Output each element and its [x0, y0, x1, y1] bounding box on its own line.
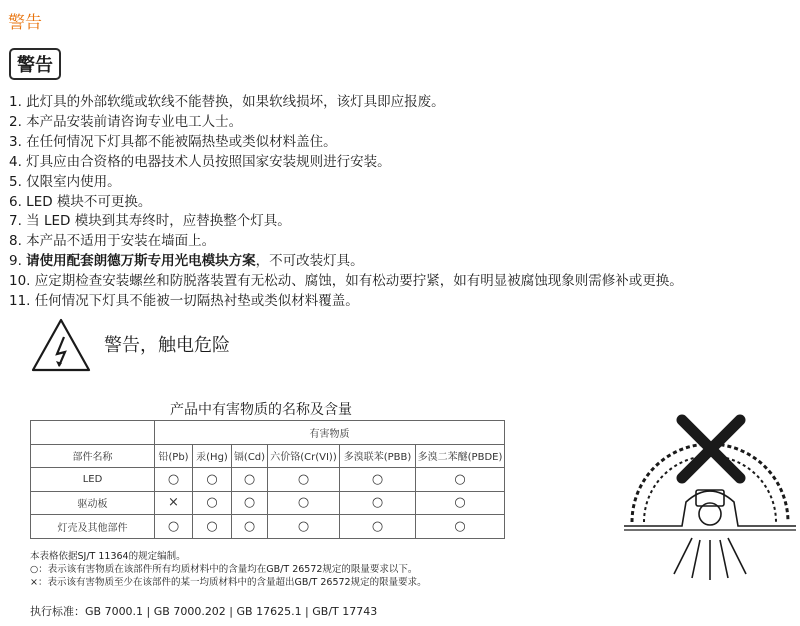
standard-line: 执行标准：GB 7000.1 | GB 7000.202 | GB 17625.1 | GB/T 17743 [30, 605, 378, 618]
rule-bold-text: 请使用配套朗德万斯专用光电模块方案 [26, 253, 256, 270]
rule-item: 5. 仅限室内使用。 [9, 173, 121, 190]
table-title: 产品中有害物质的名称及含量 [170, 402, 352, 418]
group-header: 有害物质 [155, 421, 505, 445]
table-row [31, 515, 505, 539]
rule-text: ，不可改装灯具。 [255, 253, 364, 270]
part-name: 驱动板 [31, 491, 155, 515]
substance-header: 铅(Pb) [155, 444, 193, 468]
rule-item: 4. 灯具应由合资格的电器技术人员按照国家安装规则进行安装。 [9, 153, 391, 170]
page-title: 警告 [8, 13, 42, 33]
substance-mark: ○ [340, 468, 416, 492]
rule-item: 7. 当 LED 模块到其寿终时，应替换整个灯具。 [9, 213, 291, 230]
substance-mark: ○ [193, 491, 232, 515]
substance-mark: ○ [340, 491, 416, 515]
substance-header: 镉(Cd) [232, 444, 268, 468]
no-insulation-cover-icon [622, 410, 798, 584]
warning-rules-list [9, 93, 799, 312]
substance-mark: ○ [416, 468, 505, 492]
table-note: ×：表示该有害物质至少在该部件的某一均质材料中的含量超出GB/T 26572规定的限量要求。 [30, 577, 427, 588]
part-name: LED [31, 468, 155, 492]
substance-mark: ○ [193, 468, 232, 492]
table-header-row [31, 444, 505, 468]
warning-box-label: 警告 [17, 55, 53, 76]
substance-mark: ○ [193, 515, 232, 539]
table-header-row [31, 421, 505, 445]
substance-mark: ○ [416, 491, 505, 515]
substance-mark: ○ [268, 468, 340, 492]
substance-mark: × [155, 491, 193, 515]
rule-item: 3. 在任何情况下灯具都不能被隔热垫或类似材料盖住。 [9, 133, 337, 150]
rule-item: 10. 应定期检查安装螺丝和防脱落装置有无松动、腐蚀，如有松动要拧紧，如有明显被腐蚀现象则需修补或更换。 [9, 273, 683, 290]
substance-mark: ○ [268, 515, 340, 539]
rule-item: 6. LED 模块不可更换。 [9, 193, 152, 210]
shock-warning-text: 警告，触电危险 [104, 335, 230, 356]
table-note: 本表格依据SJ/T 11364的规定编制。 [30, 551, 186, 562]
substance-header: 多溴联苯(PBB) [340, 444, 416, 468]
hazardous-substance-table [30, 420, 505, 539]
electric-shock-warning-icon [30, 317, 92, 373]
substance-mark: ○ [232, 468, 268, 492]
rule-number: 9. [9, 253, 27, 270]
rule-item: 8. 本产品不适用于安装在墙面上。 [9, 233, 216, 250]
rule-item: 11. 任何情况下灯具不能被一切隔热衬垫或类似材料覆盖。 [9, 293, 359, 310]
substance-header: 多溴二苯醚(PBDE) [416, 444, 505, 468]
part-header: 部件名称 [31, 444, 155, 468]
rule-item: 1. 此灯具的外部软缆或软线不能替换，如果软线损坏，该灯具即应报废。 [9, 94, 445, 110]
substance-mark: ○ [155, 515, 193, 539]
table-row [31, 468, 505, 492]
substance-mark: ○ [416, 515, 505, 539]
substance-header: 汞(Hg) [193, 444, 232, 468]
substance-mark: ○ [268, 491, 340, 515]
rule-item: 2. 本产品安装前请咨询专业电工人士。 [9, 113, 243, 130]
warning-box [9, 48, 61, 80]
substance-header: 六价铬(Cr(VI)) [268, 444, 340, 468]
rule-item [9, 252, 799, 272]
table-row [31, 491, 505, 515]
substance-mark: ○ [232, 491, 268, 515]
substance-mark: ○ [340, 515, 416, 539]
substance-mark: ○ [155, 468, 193, 492]
table-note: ○：表示该有害物质在该部件所有均质材料中的含量均在GB/T 26572规定的限量要求以下。 [30, 564, 418, 575]
substance-mark: ○ [232, 515, 268, 539]
table-corner-cell [31, 421, 155, 445]
table-notes [30, 550, 427, 589]
part-name: 灯壳及其他部件 [31, 515, 155, 539]
